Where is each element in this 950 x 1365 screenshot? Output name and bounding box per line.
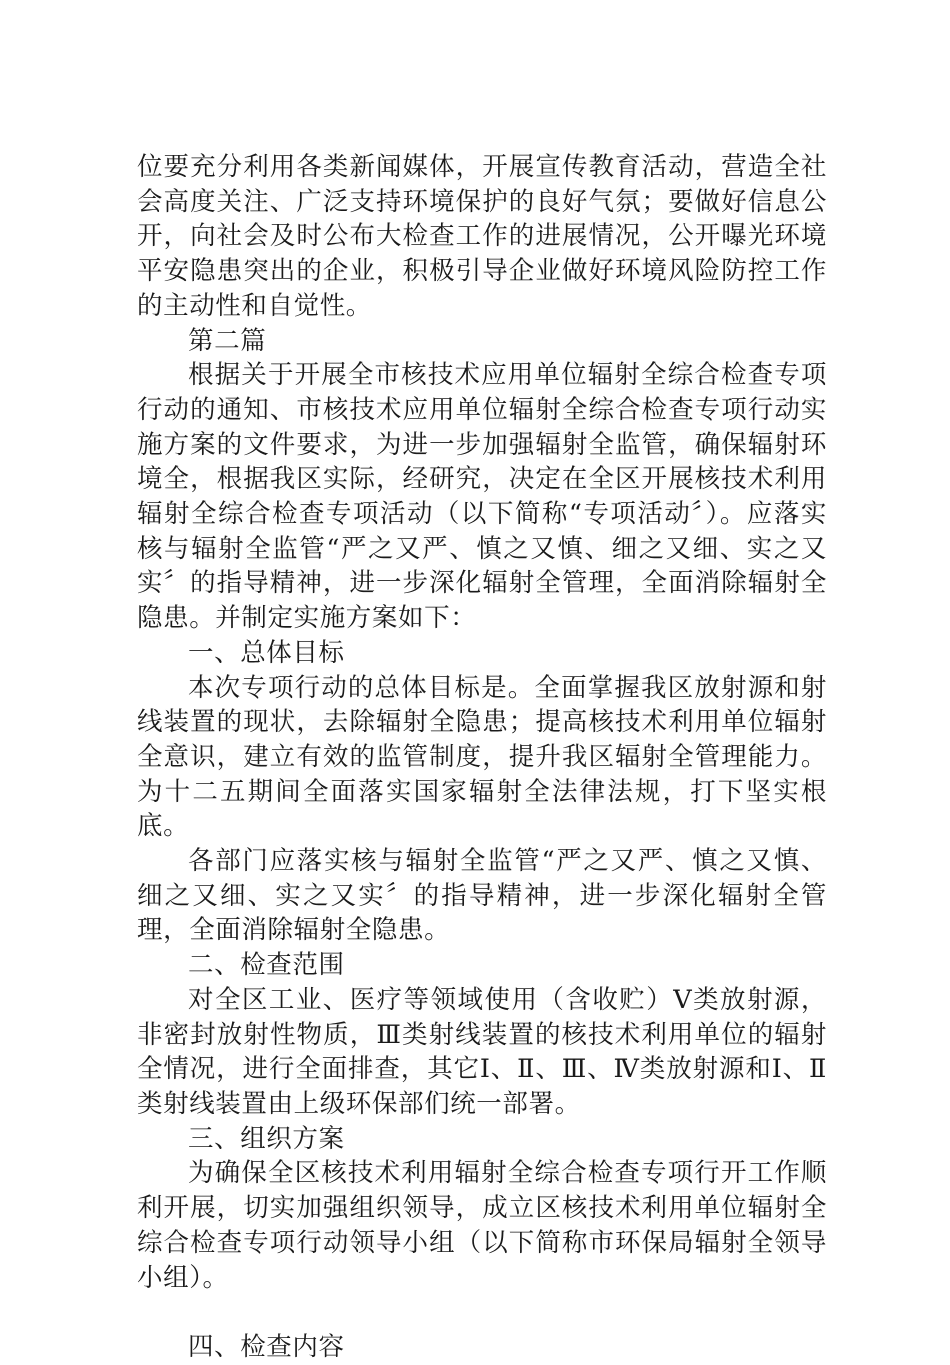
- heading-inspection-content: 四、检查内容: [188, 1331, 345, 1362]
- paragraph-intro: 根据关于开展全市核技术应用单位辐射全综合检查专项行动的通知、市核技术应用单位辐射全综合检查专项行动实施方案的文件要求，为进一步加强辐射全监管，确保辐射环境全，根据我区实际，经研究，决定在全区开展核技术利用辐射全综合检查专项活动（以下简称“专项活动〞）。应落实核与辐射全监管“严之又严、慎之又慎、细之又细、实之又实〞的指导精神，进一步深化辐射全管理，全面消除辐射全隐患。并制定实施方案如下：: [137, 360, 827, 634]
- paragraph-inspection-scope: 对全区工业、医疗等领域使用（含收贮）Ⅴ类放射源，非密封放射性物质，Ⅲ类射线装置的核技术利用单位的辐射全情况，进行全面排查，其它Ⅰ、Ⅱ、Ⅲ、Ⅳ类放射源和Ⅰ、Ⅱ类射线装置由上级环保部们统一部署。: [137, 984, 827, 1119]
- heading-overall-goal: 一、总体目标: [188, 637, 345, 668]
- heading-organization-plan: 三、组织方案: [188, 1123, 345, 1154]
- heading-inspection-scope: 二、检查范围: [188, 950, 345, 981]
- paragraph-organization-plan: 为确保全区核技术利用辐射全综合检查专项行开工作顺利开展，切实加强组织领导，成立区核技术利用单位辐射全综合检查专项行动领导小组（以下简称市环保局辐射全领导小组）。: [137, 1158, 827, 1293]
- document-body: [137, 150, 827, 1365]
- section-title-part-two: 第二篇: [188, 325, 267, 356]
- paragraph-overall-goal: 本次专项行动的总体目标是。全面掌握我区放射源和射线装置的现状，去除辐射全隐患；提高核技术利用单位辐射全意识，建立有效的监管制度，提升我区辐射全管理能力。为十二五期间全面落实国家辐射全法律法规，打下坚实根底。: [137, 672, 827, 842]
- paragraph-departments: 各部门应落实核与辐射全监管“严之又严、慎之又慎、细之又细、实之又实〞的指导精神，进一步深化辐射全管理，全面消除辐射全隐患。: [137, 846, 827, 946]
- paragraph-continuation: 位要充分利用各类新闻媒体，开展宣传教育活动，营造全社会高度关注、广泛支持环境保护的良好气氛；要做好信息公开，向社会及时公布大检查工作的进展情况，公开曝光环境平安隐患突出的企业，积极引导企业做好环境风险防控工作的主动性和自觉性。: [137, 152, 827, 321]
